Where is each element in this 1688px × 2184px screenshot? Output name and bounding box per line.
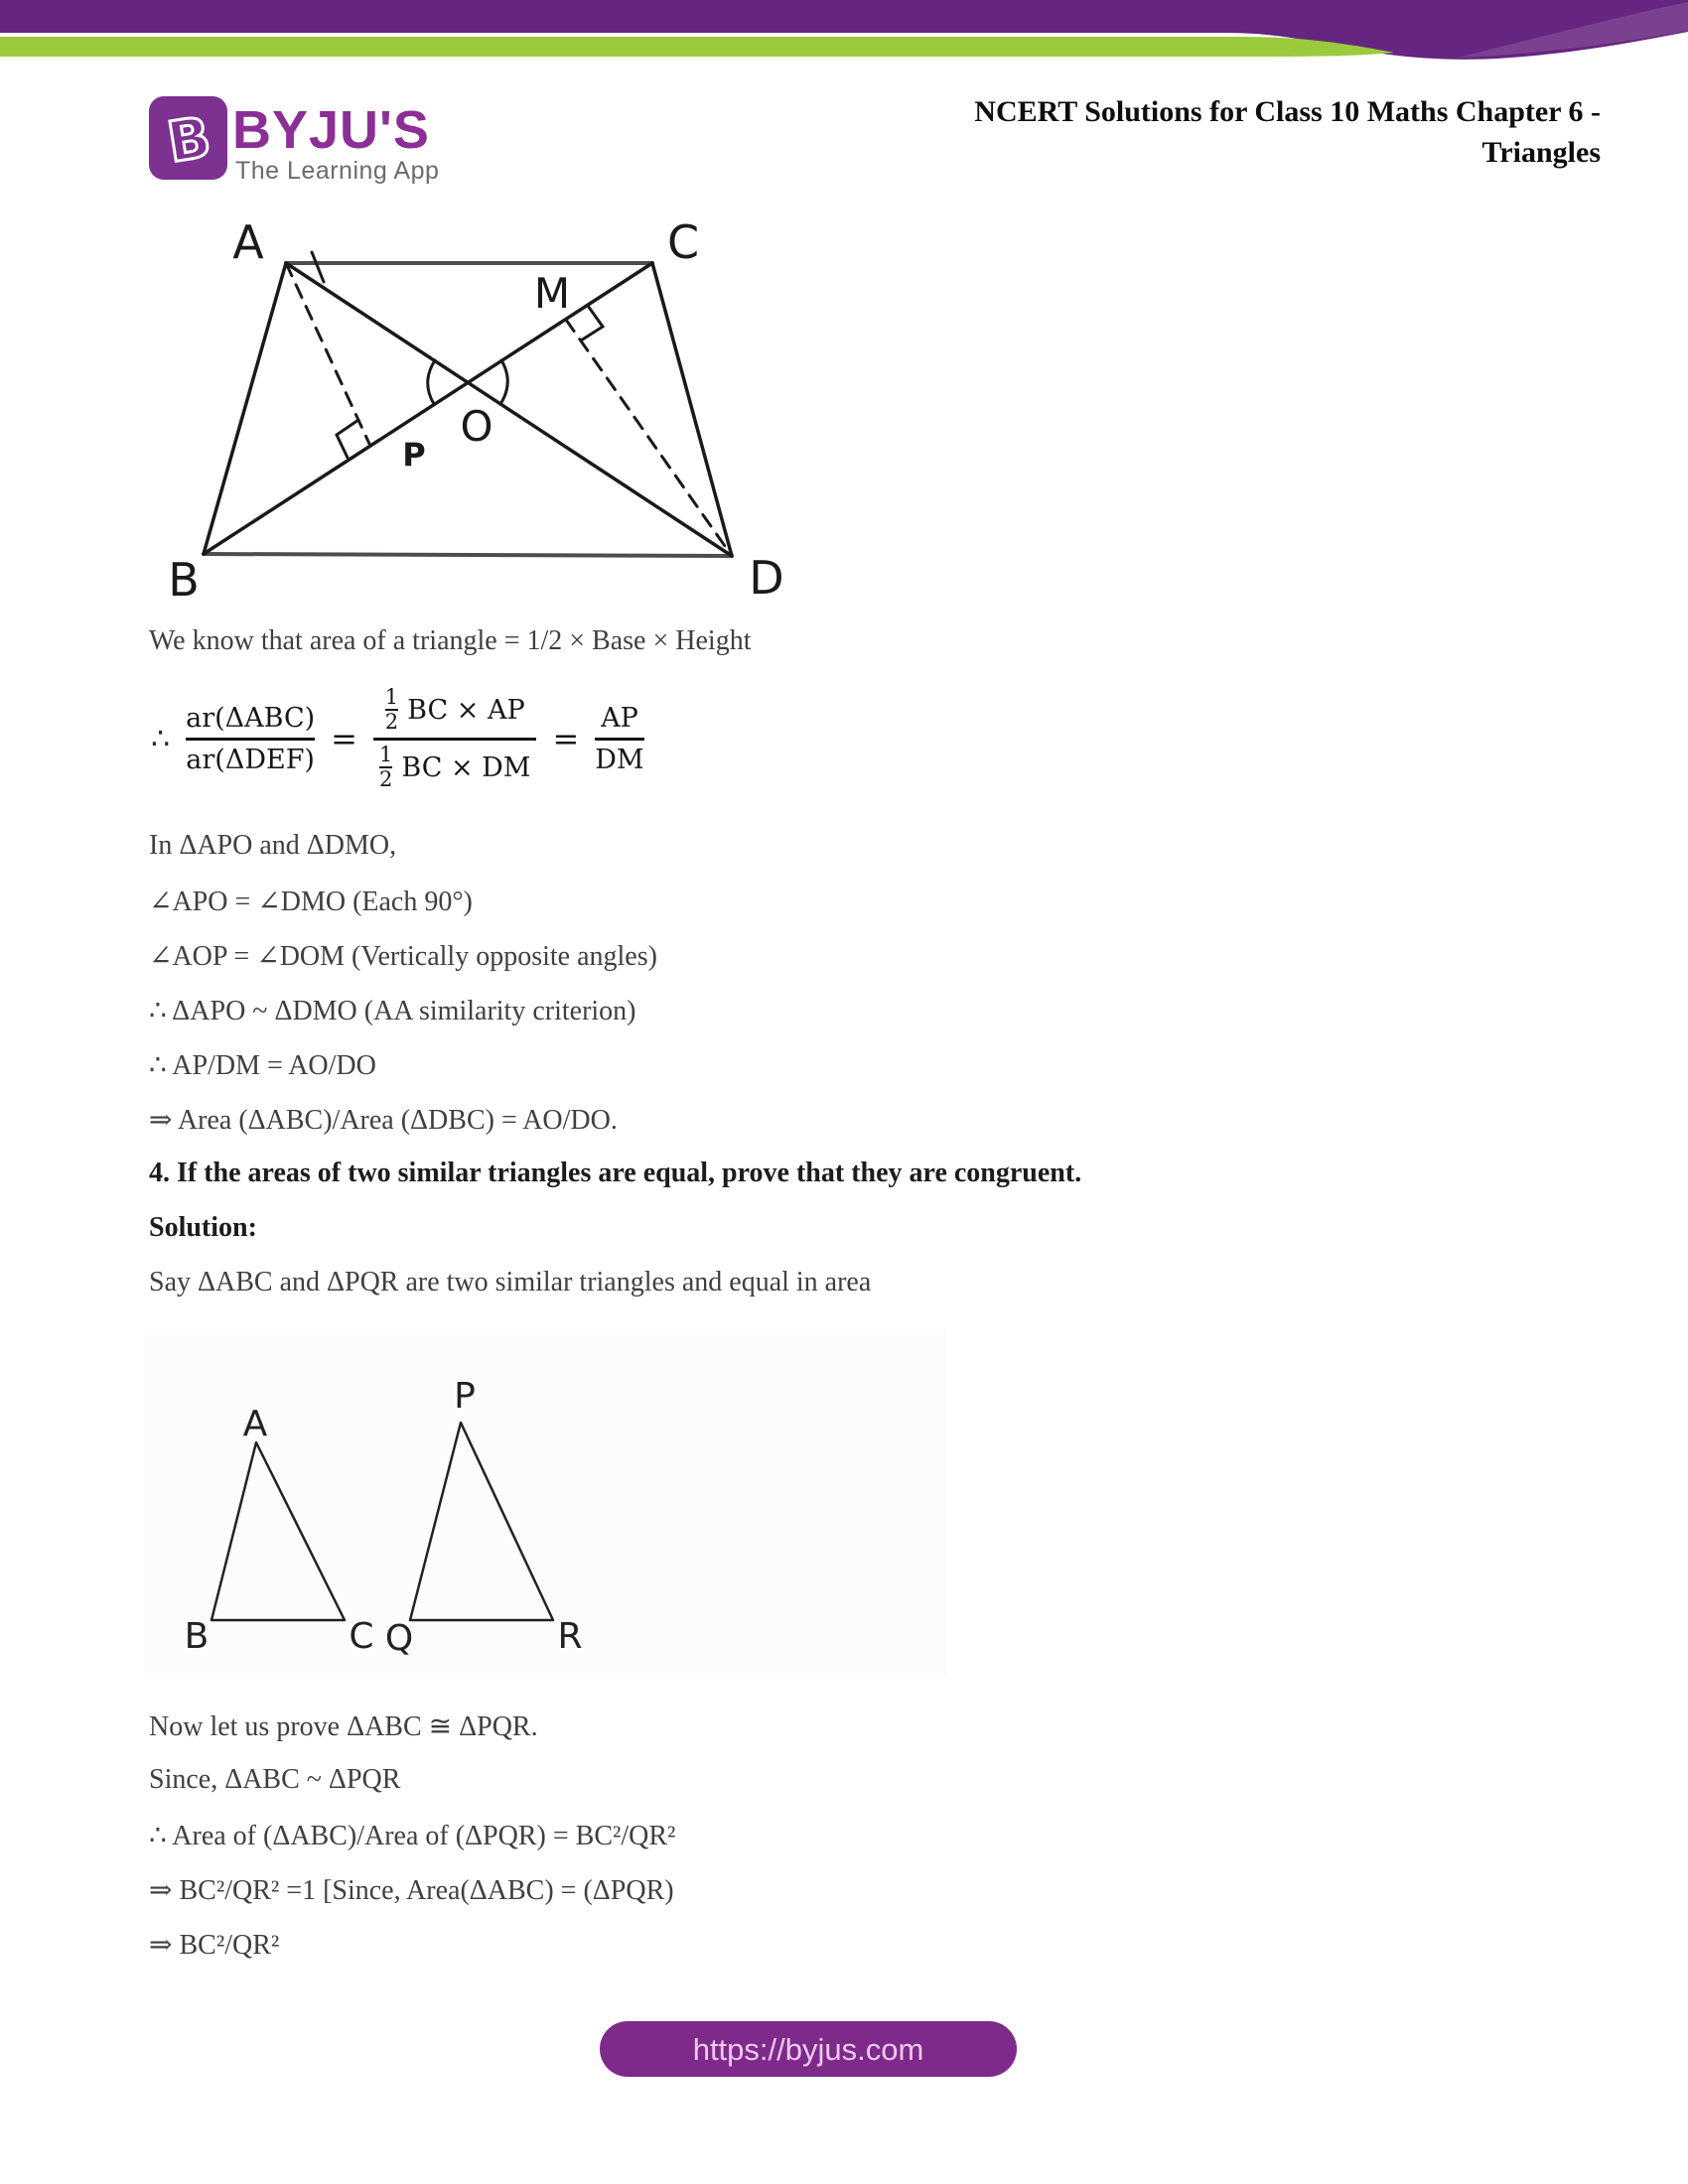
text-line: ∴ Area of (ΔABC)/Area of (ΔPQR) = BC²/QR²	[149, 1821, 676, 1851]
figure-quadrilateral-abcd	[149, 213, 824, 615]
text-line: Now let us prove ΔABC ≅ ΔPQR.	[149, 1711, 538, 1742]
fraction-denominator: DM	[595, 744, 644, 775]
therefore-symbol: ∴	[151, 721, 171, 756]
fraction-denominator	[373, 742, 536, 792]
diagonal-BC	[204, 263, 652, 554]
page-title-line1: NCERT Solutions for Class 10 Maths Chapter 6 -	[974, 95, 1601, 128]
fraction-area-ratio	[186, 703, 315, 775]
text-line: In ΔAPO and ΔDMO,	[149, 830, 397, 861]
equals-sign: =	[331, 720, 357, 758]
solution-intro: Say ΔABC and ΔPQR are two similar triangles and equal in area	[149, 1267, 872, 1297]
equals-sign: =	[552, 720, 580, 758]
fraction-half-base-height	[373, 687, 536, 791]
denominator-terms: BC × DM	[401, 751, 531, 783]
byjus-logo-icon	[149, 96, 227, 180]
fraction-numerator: AP	[601, 702, 638, 734]
fraction-ap-dm	[595, 703, 643, 775]
text-intro: We know that area of a triangle = 1/2 × Base × Height	[149, 625, 752, 656]
vertex-label-A: A	[242, 1404, 268, 1444]
half-numerator: 1	[378, 742, 393, 766]
half-denominator: 2	[378, 767, 393, 792]
vertex-label-C: C	[666, 215, 700, 269]
angle-tick-A	[312, 252, 324, 282]
header-banner	[0, 0, 1688, 74]
half-numerator: 1	[384, 685, 399, 709]
text-line: ∠APO = ∠DMO (Each 90°)	[149, 887, 473, 917]
right-angle-mark-P	[337, 420, 358, 458]
vertex-label-D: D	[749, 551, 784, 605]
fraction-numerator: ar(ΔABC)	[186, 702, 316, 734]
fraction-bar	[373, 738, 536, 741]
page-title-line2: Triangles	[1481, 136, 1601, 169]
fraction-bar	[186, 738, 315, 741]
point-label-M: M	[533, 269, 571, 318]
byjus-tagline: The Learning App	[235, 157, 440, 185]
angle-arc-left-O	[428, 360, 435, 404]
footer-url-link[interactable]: https://byjus.com	[600, 2021, 1017, 2077]
one-half	[385, 687, 398, 734]
text-line: Since, ΔABC ~ ΔPQR	[149, 1764, 401, 1795]
solution-label: Solution:	[149, 1212, 257, 1243]
text-line: ⇒ Area (ΔABC)/Area (ΔDBC) = AO/DO.	[149, 1105, 618, 1136]
vertex-label-B: B	[184, 1616, 210, 1657]
fraction-denominator: ar(ΔDEF)	[186, 744, 315, 775]
text-line: ∴ ΔAPO ~ ΔDMO (AA similarity criterion)	[149, 996, 636, 1026]
area-ratio-formula	[151, 687, 644, 791]
triangle-PQR	[410, 1423, 553, 1620]
perpendicular-MD	[566, 320, 732, 556]
text-line: ⇒ BC²/QR²	[149, 1930, 280, 1961]
point-label-P: P	[402, 436, 426, 474]
page-title	[707, 91, 1601, 173]
angle-arc-right-O	[500, 360, 507, 404]
fraction-bar	[595, 738, 643, 741]
side-BD	[204, 554, 732, 556]
text-line: ⇒ BC²/QR² =1 [Since, Area(ΔABC) = (ΔPQR)	[149, 1875, 674, 1906]
numerator-terms: BC × AP	[407, 694, 525, 726]
vertex-label-P: P	[454, 1380, 476, 1417]
right-angle-mark-M	[581, 306, 603, 341]
text-line: ∴ AP/DM = AO/DO	[149, 1050, 376, 1081]
logo-b-glyph: B	[163, 105, 215, 176]
vertex-label-C: C	[349, 1616, 374, 1657]
one-half	[378, 742, 393, 792]
vertex-label-R: R	[557, 1616, 583, 1657]
text-line: ∠AOP = ∠DOM (Vertically opposite angles)	[149, 941, 657, 972]
byjus-brand-text: BYJU'S	[232, 100, 430, 160]
question-heading: 4. If the areas of two similar triangles are equal, prove that they are congruent.	[149, 1158, 1082, 1188]
point-label-O: O	[460, 402, 493, 451]
figure-similar-triangles	[179, 1380, 606, 1668]
half-denominator: 2	[384, 710, 399, 735]
vertex-label-B: B	[168, 553, 200, 607]
triangle-ABC	[211, 1442, 345, 1620]
fraction-numerator	[379, 687, 531, 734]
vertex-label-Q: Q	[384, 1618, 414, 1659]
vertex-label-A: A	[232, 215, 264, 269]
header-green-band	[0, 37, 1394, 57]
